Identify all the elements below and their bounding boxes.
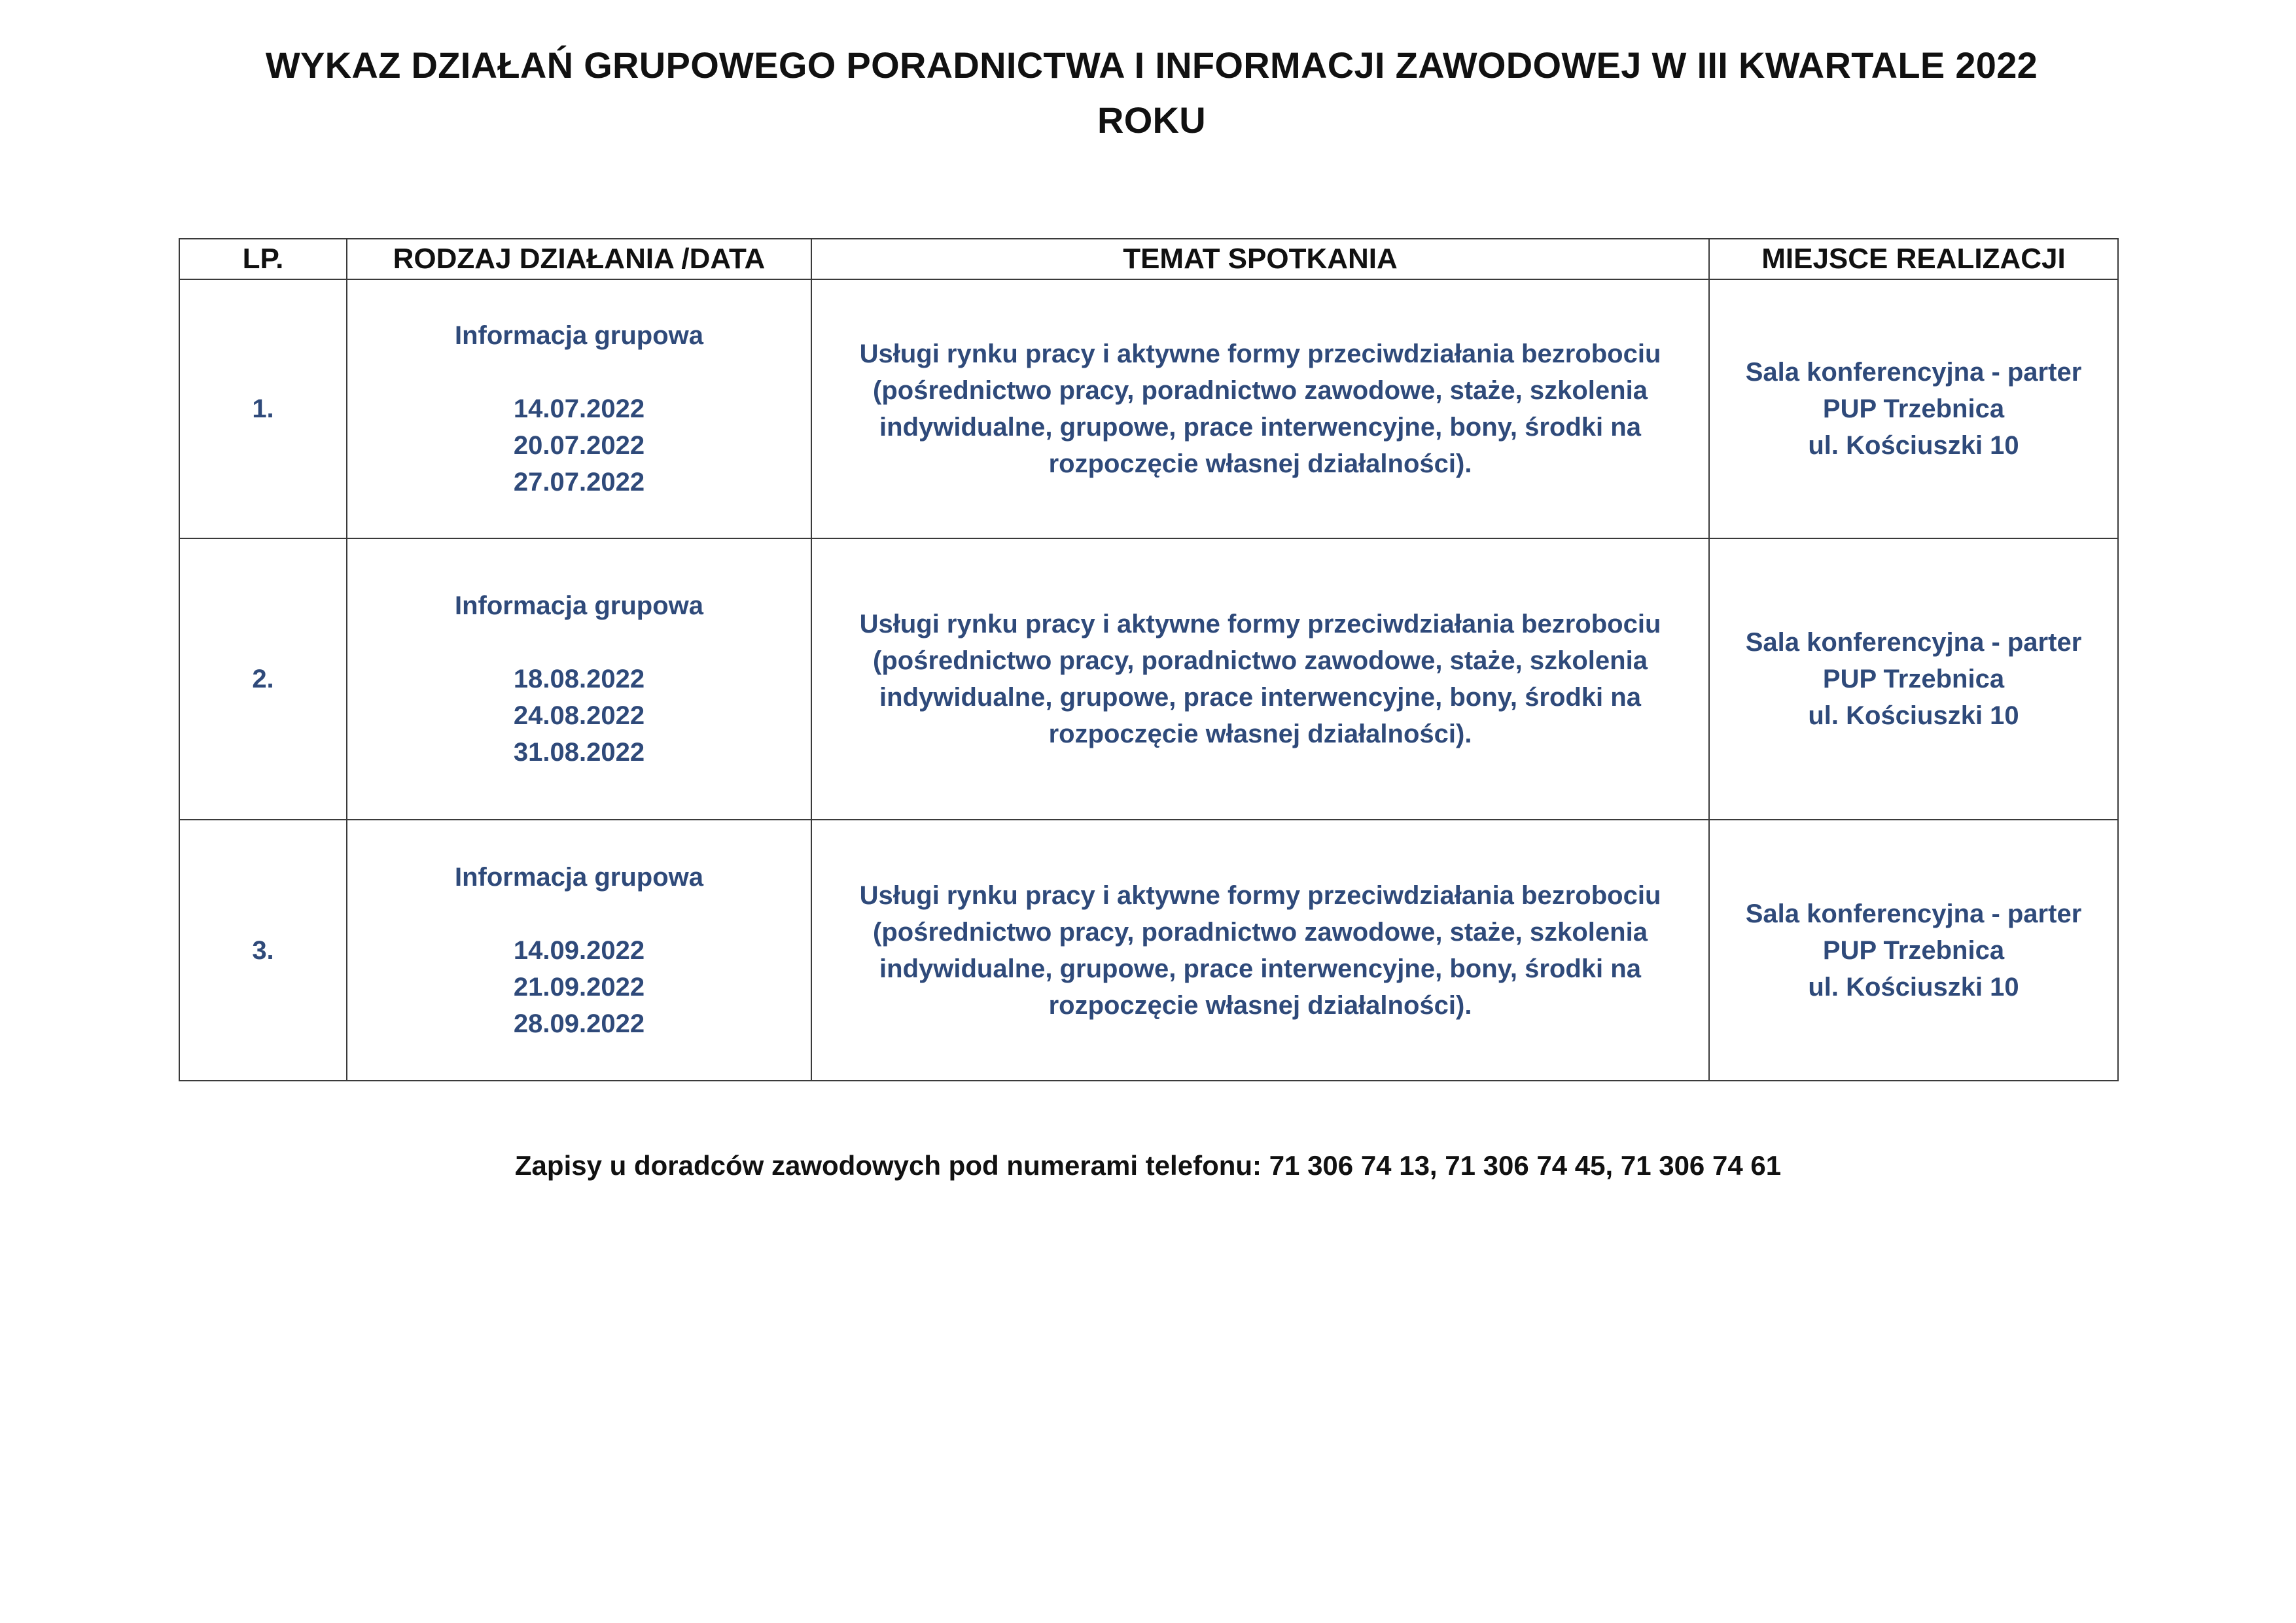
topic-line: indywidualne, grupowe, prace interwencyjne, bony, środki na <box>879 413 1641 442</box>
row-number: 3. <box>179 820 347 1081</box>
activity-type: Informacja grupowa <box>454 591 704 620</box>
topic-cell <box>811 538 1709 820</box>
venue-line: Sala konferencyjna - parter <box>1745 899 2082 928</box>
topic-cell <box>811 279 1709 538</box>
venue-line: Sala konferencyjna - parter <box>1745 628 2082 657</box>
activity-date: 20.07.2022 <box>513 431 645 460</box>
topic-line: Usługi rynku pracy i aktywne formy przeciwdziałania bezrobociu <box>859 340 1661 368</box>
topic-line: rozpoczęcie własnej działalności). <box>1048 990 1472 1020</box>
table-row <box>179 820 2118 1081</box>
activity-date: 28.09.2022 <box>513 1009 645 1038</box>
table-row <box>179 279 2118 538</box>
header-activity-type: RODZAJ DZIAŁANIA /DATA <box>347 239 811 279</box>
header-meeting-topic: TEMAT SPOTKANIA <box>811 239 1709 279</box>
topic-line: rozpoczęcie własnej działalności). <box>1048 449 1472 478</box>
topic-line: (pośrednictwo pracy, poradnictwo zawodowe, staże, szkolenia <box>873 376 1648 405</box>
row-number: 2. <box>179 538 347 820</box>
header-row <box>179 239 2118 279</box>
activity-date: 14.07.2022 <box>513 394 645 423</box>
activity-date: 31.08.2022 <box>513 738 645 767</box>
venue-line: ul. Kościuszki 10 <box>1808 431 2019 460</box>
schedule-table <box>179 238 2119 1081</box>
table-row <box>179 538 2118 820</box>
venue-line: Sala konferencyjna - parter <box>1745 358 2082 387</box>
activity-cell <box>347 820 811 1081</box>
header-venue: MIEJSCE REALIZACJI <box>1709 239 2118 279</box>
topic-line: Usługi rynku pracy i aktywne formy przeciwdziałania bezrobociu <box>859 610 1661 638</box>
venue-cell <box>1709 538 2118 820</box>
topic-line: (pośrednictwo pracy, poradnictwo zawodowe, staże, szkolenia <box>873 917 1648 947</box>
topic-line: rozpoczęcie własnej działalności). <box>1048 720 1472 748</box>
topic-line: (pośrednictwo pracy, poradnictwo zawodowe, staże, szkolenia <box>873 646 1648 675</box>
venue-cell <box>1709 820 2118 1081</box>
venue-line: ul. Kościuszki 10 <box>1808 972 2019 1002</box>
topic-cell <box>811 820 1709 1081</box>
page-title: WYKAZ DZIAŁAŃ GRUPOWEGO PORADNICTWA I INFORMACJI ZAWODOWEJ W III KWARTALE 2022 ROKU <box>265 44 2038 141</box>
venue-line: PUP Trzebnica <box>1822 394 2005 423</box>
topic-line: indywidualne, grupowe, prace interwencyjne, bony, środki na <box>879 954 1641 983</box>
header-lp: LP. <box>179 239 347 279</box>
activity-date: 14.09.2022 <box>513 935 645 965</box>
topic-line: indywidualne, grupowe, prace interwencyjne, bony, środki na <box>879 683 1641 712</box>
activity-type: Informacja grupowa <box>454 321 704 350</box>
registration-note: Zapisy u doradców zawodowych pod numerami telefonu: 71 306 74 13, 71 306 74 45, 71 306 74 61 <box>514 1150 1782 1181</box>
venue-line: ul. Kościuszki 10 <box>1808 701 2019 730</box>
activity-date: 27.07.2022 <box>513 468 645 497</box>
table-header <box>179 239 2118 279</box>
venue-line: PUP Trzebnica <box>1822 935 2005 965</box>
activity-date: 21.09.2022 <box>513 972 645 1002</box>
activity-cell <box>347 279 811 538</box>
activity-cell <box>347 538 811 820</box>
venue-cell <box>1709 279 2118 538</box>
venue-line: PUP Trzebnica <box>1822 665 2005 693</box>
topic-line: Usługi rynku pracy i aktywne formy przeciwdziałania bezrobociu <box>859 881 1661 910</box>
activity-date: 24.08.2022 <box>513 701 645 730</box>
row-number: 1. <box>179 279 347 538</box>
activity-date: 18.08.2022 <box>513 665 645 693</box>
activity-type: Informacja grupowa <box>454 862 704 892</box>
